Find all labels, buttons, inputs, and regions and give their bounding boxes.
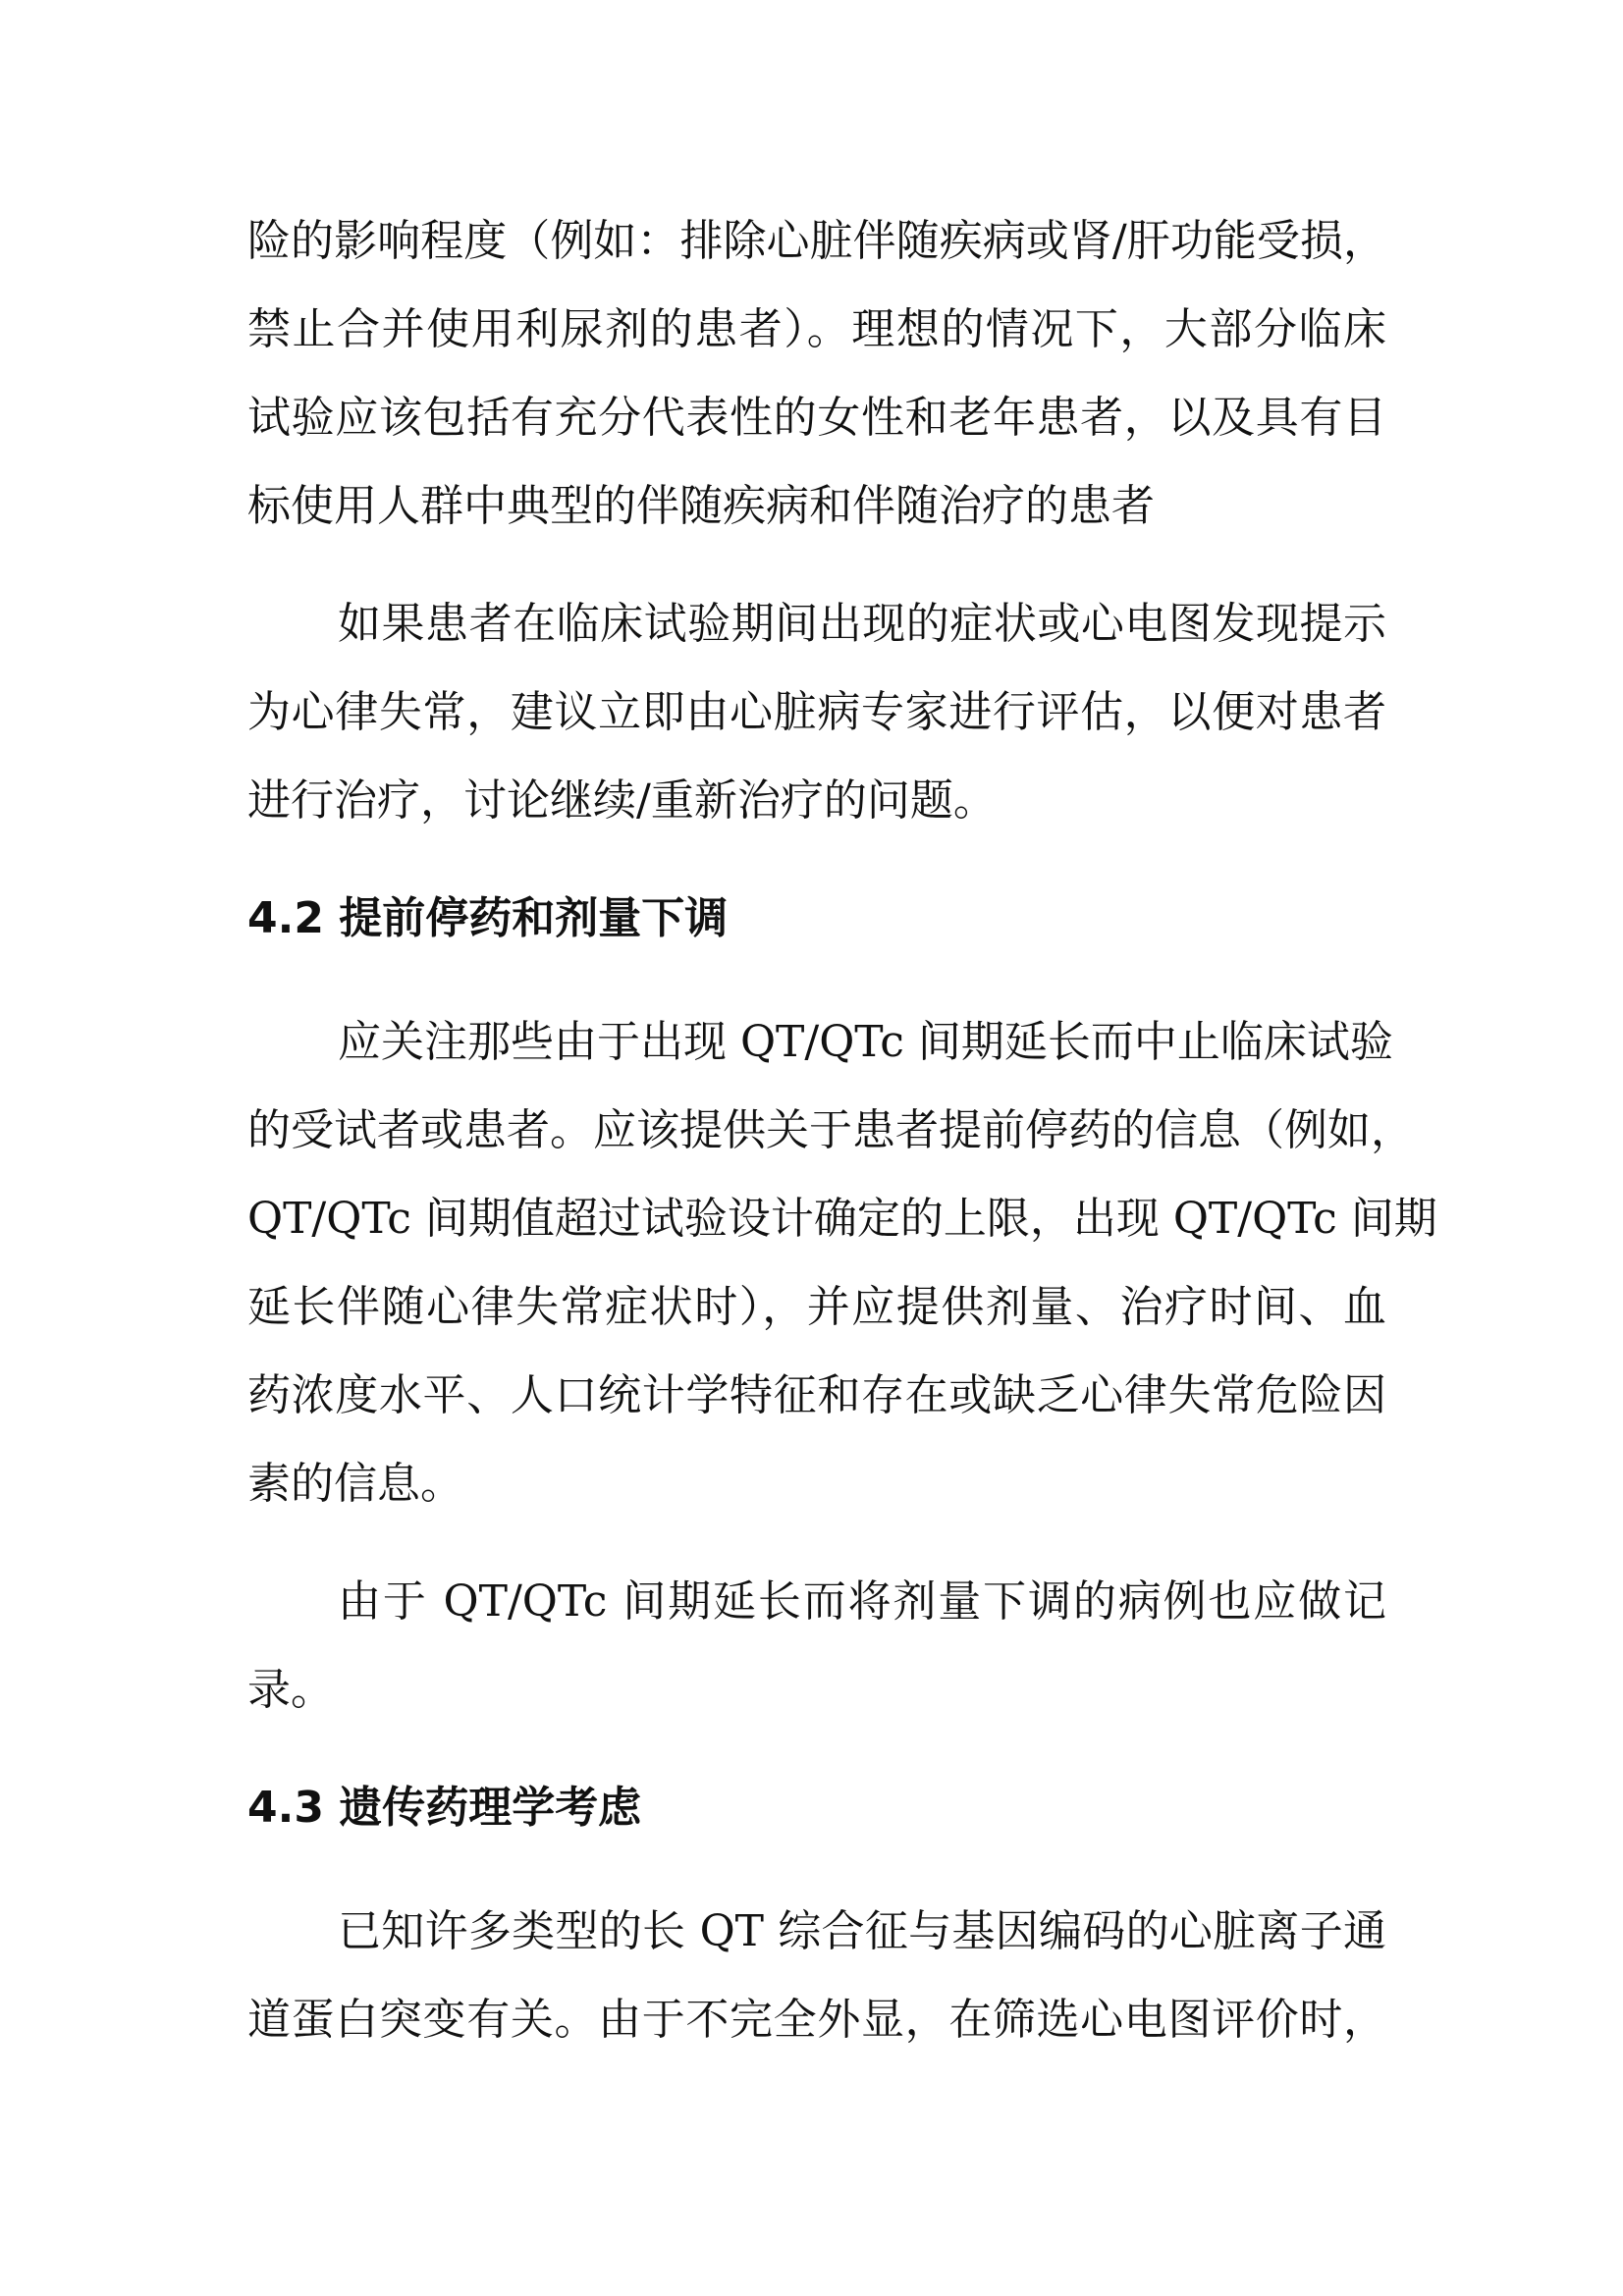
paragraph-line: 道蛋白突变有关。由于不完全外显，在筛选心电图评价时， — [247, 1995, 1386, 2045]
paragraph-line: 为心律失常，建议立即由心脏病专家进行评估，以便对患者 — [247, 687, 1386, 737]
paragraph-line: 险的影响程度（例如：排除心脏伴随疾病或肾/肝功能受损， — [247, 216, 1386, 266]
paragraph-line: 药浓度水平、人口统计学特征和存在或缺乏心律失常危险因 — [247, 1370, 1386, 1420]
paragraph-line: 禁止合并使用利尿剂的患者）。理想的情况下，大部分临床 — [247, 304, 1386, 354]
paragraph-line: 延长伴随心律失常症状时），并应提供剂量、治疗时间、血 — [247, 1282, 1386, 1332]
paragraph-line: 如果患者在临床试验期间出现的症状或心电图发现提示 — [338, 599, 1386, 649]
paragraph-line: 的受试者或患者。应该提供关于患者提前停药的信息（例如， — [247, 1105, 1414, 1155]
paragraph-line: 已知许多类型的长 QT 综合征与基因编码的心脏离子通 — [338, 1906, 1386, 1956]
paragraph-line: QT/QTc 间期值超过试验设计确定的上限，出现 QT/QTc 间期 — [247, 1194, 1437, 1244]
paragraph-line: 录。 — [247, 1665, 334, 1715]
paragraph-line: 素的信息。 — [247, 1459, 463, 1509]
paragraph-line: 应关注那些由于出现 QT/QTc 间期延长而中止临床试验 — [338, 1017, 1393, 1067]
section-heading-4-3: 4.3 遗传药理学考虑 — [247, 1783, 642, 1833]
paragraph-line: 标使用人群中典型的伴随疾病和伴随治疗的患者 — [247, 481, 1155, 531]
section-heading-4-2: 4.2 提前停药和剂量下调 — [247, 893, 729, 943]
paragraph-line: 由于 QT/QTc 间期延长而将剂量下调的病例也应做记 — [338, 1576, 1386, 1627]
paragraph-line: 试验应该包括有充分代表性的女性和老年患者，以及具有目 — [247, 393, 1386, 443]
paragraph-line: 进行治疗，讨论继续/重新治疗的问题。 — [247, 775, 997, 826]
